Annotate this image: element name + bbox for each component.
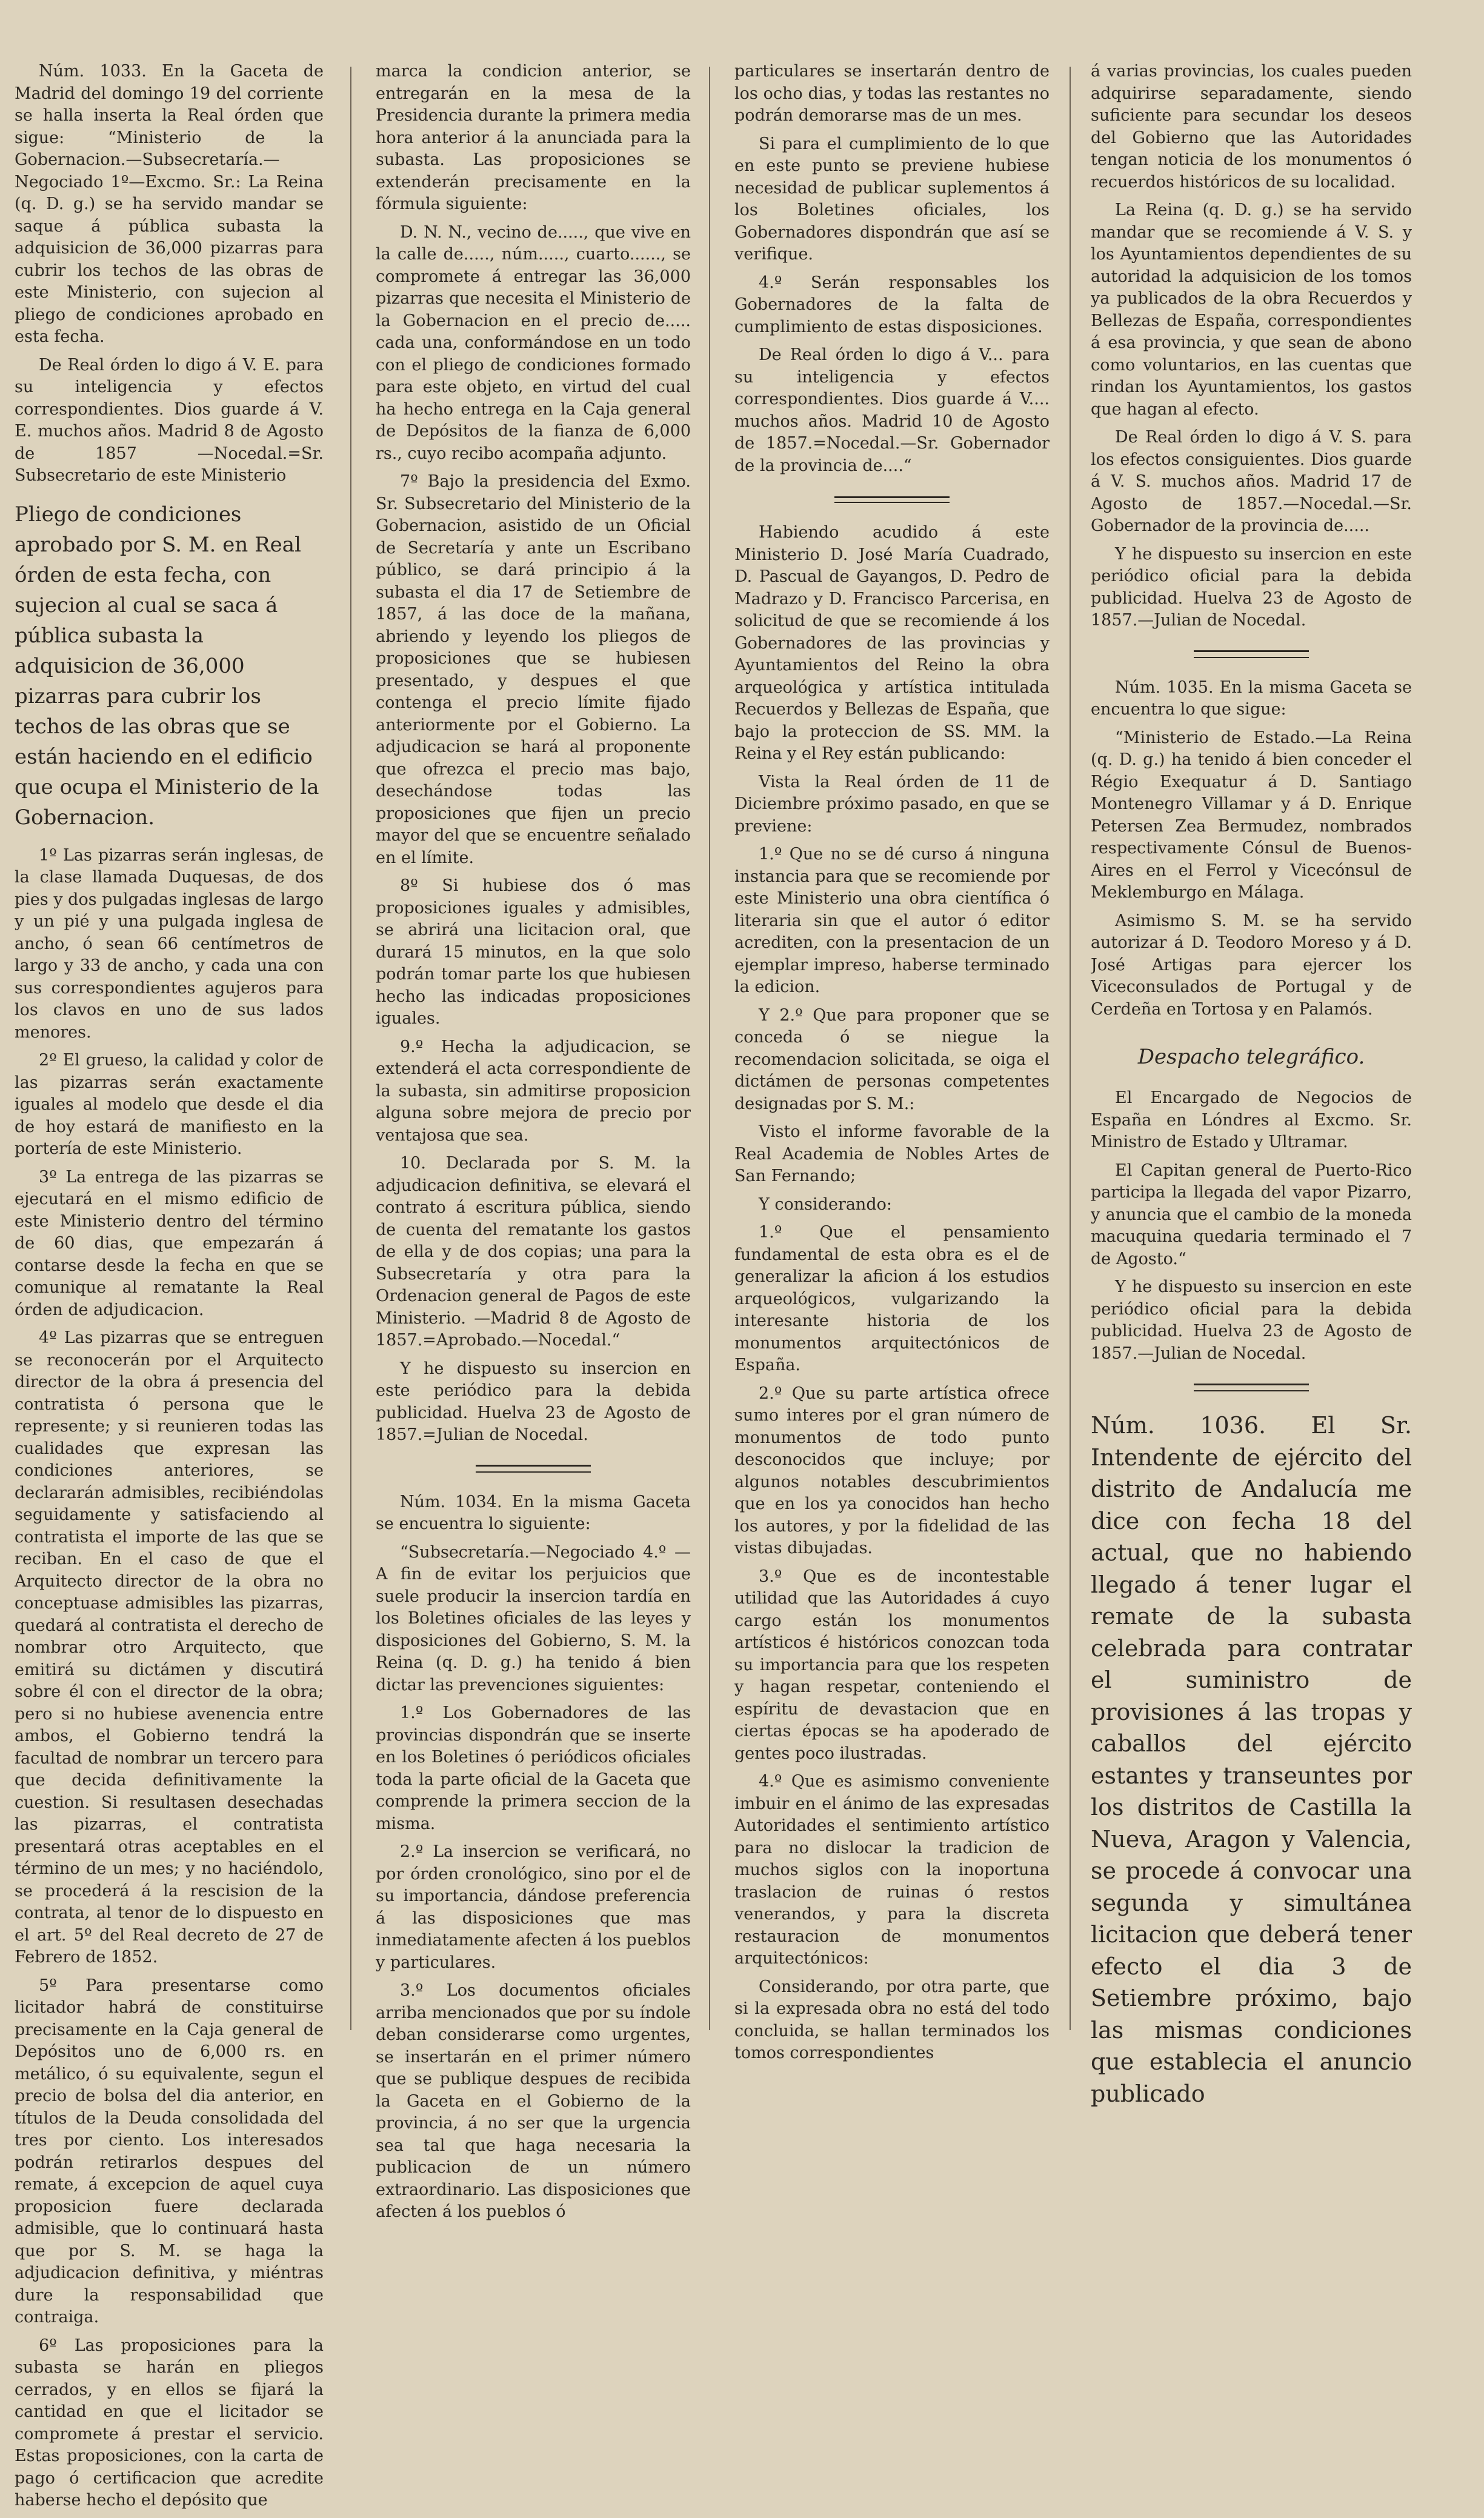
column-1 (15, 61, 324, 2518)
condition-5: 5º Para presentarse como licitador habrá de constituirse precisamente en la Caja general de Depósitos uno de 6,000 rs. en metálico, ó su equivalente, segun el precio de bolsa del dia anterior, en títulos de la Deuda consolidada del tres por ciento. Los interesados podrán retirarlos despues del remate, á excepcion de aquel cuya proposicion fuere declarada admisible, que lo continuará hasta que por S. M. se haga la adjudicacion definitiva, y miéntras dure la responsabilidad que contraiga. (15, 1976, 324, 2326)
article-1034-continued: particulares se insertarán dentro de los ocho dias, y todas las restantes no podrán demorarse mas de un mes. (734, 62, 1050, 125)
article-1034-preamble: “Subsecretaría.—Negociado 4.º —A fin de evitar los perjuicios que suele producir la insercion tardía en los Boletines oficiales de las leyes y disposiciones del Gobierno, S. M. la Reina (q. D. g.) ha tenido á bien dictar las prevenciones siguientes: (376, 1542, 691, 1694)
article-1036: Núm. 1036. El Sr. Intendente de ejército del distrito de Andalucía me dice con fecha 18 del actual, que no habiendo llegado á tener lugar el remate de la subasta celebrada para contratar el suministro de provisiones á las tropas y caballos del ejército estantes y transeuntes por los distritos de Castilla la Nueva, Aragon y Valencia, se procede á convocar una segunda y simultánea licitacion que deberá tener efecto el dia 3 de Setiembre próximo, bajo las mismas condiciones que establecia el anuncio publicado (1091, 1412, 1412, 2107)
recuerdos-point-1: 1.º Que no se dé curso á ninguna instancia para que se recomiende por este Ministerio una obra científica ó literaria sin que el autor ó editor acrediten, con la presentacion de un ejemplar impreso, haberse terminado la edicion. (734, 845, 1050, 996)
viceconsulates-notice: Asimismo S. M. se ha servido autorizar á D. Teodoro Moreso y á D. José Artigas para ejercer los Viceconsulados de Portugal y de Cerdeña en Tortosa y en Palamós. (1091, 911, 1412, 1019)
considerando-4: 4.º Que es asimismo conveniente imbuir en el ánimo de las expresadas Autoridades el sentimiento artístico para no dislocar la tradicion de muchos siglos con la inoportuna traslacion de ruinas ó restos venerandos, y para la discreta restauracion de monumentos arquitectónicos: (734, 1772, 1050, 1968)
telegraph-message: El Capitan general de Puerto-Rico participa la llegada del vapor Pizarro, y anuncia que el cambio de la moneda macuquina quedaria terminado el 7 de Agosto.“ (1091, 1161, 1412, 1268)
recuerdos-insertion: Y he dispuesto su insercion en este periódico oficial para la debida publicidad. Huelva 23 de Agosto de 1857.—Julian de Nocedal. (1091, 544, 1412, 630)
column-rule (350, 67, 351, 2030)
recuerdos-resolution: La Reina (q. D. g.) se ha servido mandar que se recomiende á V. S. y los Ayuntamientos dependientes de su autoridad la adquisicion de los tomos ya publicados de la obra Recuerdos y Bellezas de España, correspondientes á esa provincia, y que sean de abono como voluntarios, en las cuentas que rindan los Ayuntamientos, los gastos que hagan al efecto. (1091, 201, 1412, 419)
article-1034-rule-3: 3.º Los documentos oficiales arriba mencionados que por su índole deban considerarse como urgentes, se insertarán en el primer número que se publique despues de recibida la Gaceta en el Gobierno de la provincia, á no ser que la urgencia sea tal que haga necesaria la publicacion de un número extraordinario. Las disposiciones que afecten á los pueblos ó (376, 1981, 691, 2221)
insertion-note: Y he dispuesto su insercion en este periódico para la debida publicidad. Huelva 23 de Agosto de 1857.=Julian de Nocedal. (376, 1359, 691, 1444)
recuerdos-request: Habiendo acudido á este Ministerio D. José María Cuadrado, D. Pascual de Gayangos, D. Pedro de Madrazo y D. Francisco Parcerisa, en solicitud de que se recomiende á los Gobernadores de las provincias y Ayuntamientos del Reino la obra arqueológica y artística intitulada Recuerdos y Bellezas de España, que bajo la proteccion de SS. MM. la Reina y el Rey están publicando: (734, 523, 1050, 763)
recuerdos-signature: De Real órden lo digo á V. S. para los efectos consiguientes. Dios guarde á V. S. muchos años. Madrid 17 de Agosto de 1857.—Nocedal.—Sr. Gobernador de la provincia de..... (1091, 428, 1412, 535)
article-1034-rule-1: 1.º Los Gobernadores de las provincias dispondrán que se inserte en los Boletines ó periódicos oficiales toda la parte oficial de la Gaceta que comprende la primera seccion de la misma. (376, 1704, 691, 1833)
condition-7: 7º Bajo la presidencia del Exmo. Sr. Subsecretario del Ministerio de la Gobernacion, asistido de un Oficial de Secretaría y ante un Escribano público, se dará principio á la subasta el dia 17 de Setiembre de 1857, á las doce de la mañana, abriendo y leyendo los pliegos de proposiciones que se hubiesen presentado, y despues el que contenga el precio límite fijado anteriormente por el Gobierno. La adjudicacion se hará al proponente que ofrezca el precio mas bajo, desechándose todas las proposiciones que fijen un precio mayor del que se encuentre señalado en el límite. (376, 472, 691, 867)
recuerdos-continued: á varias provincias, los cuales pueden adquirirse separadamente, siendo suficiente para secundar los deseos del Gobierno que las Autoridades tengan noticia de los monumentos ó recuerdos históricos de su localidad. (1091, 62, 1412, 192)
telegraph-heading: Despacho telegráfico. (1137, 1045, 1365, 1069)
section-divider (376, 1461, 691, 1477)
section-divider (734, 491, 1050, 507)
condition-9: 9.º Hecha la adjudicacion, se extenderá el acta correspondiente de la subasta, sin admitirse proposicion alguna sobre mejora de precio por ventajosa que sea. (376, 1037, 691, 1145)
column-3 (734, 61, 1050, 2071)
article-1034-intro: Núm. 1034. En la misma Gaceta se encuentra lo siguiente: (376, 1492, 691, 1533)
considerando-final: Considerando, por otra parte, que si la expresada obra no está del todo concluida, se hallan terminados los tomos correspondientes (734, 1977, 1050, 2062)
section-divider (1091, 1379, 1412, 1395)
condition-1: 1º Las pizarras serán inglesas, de la clase llamada Duquesas, de dos pies y dos pulgadas inglesas de largo y un pié y una pulgada inglesa de ancho, ó sean 66 centímetros de largo y 33 de ancho, y cada una con sus correspondientes agujeros para los clavos en uno de sus lados menores. (15, 845, 324, 1042)
condition-4: 4º Las pizarras que se entreguen se reconocerán por el Arquitecto director de la obra á presencia del contratista ó persona que le represente; y si reunieren todas las cualidades que expresan las condiciones anteriores, se declararán admisibles, recibiéndolas seguidamente y satisfaciendo al contratista el importe de las que se reciban. En el caso de que el Arquitecto director de la obra no conceptuase admisibles las pizarras, quedará al contratista el derecho de nombrar otro Arquitecto, que emitirá su dictámen y discutirá sobre él con el director de la obra; pero si no hubiese avenencia entre ambos, el Gobierno tendrá la facultad de nombrar un tercero para que decida definitivamente la cuestion. Si resultasen desechadas las pizarras, el contratista presentará otras aceptables en el término de un mes; y no haciéndolo, se procederá á la rescision de la contrata, al tenor de lo dispuesto en el art. 5º del Real decreto de 27 de Febrero de 1852. (15, 1328, 324, 1967)
condition-6-continued: marca la condicion anterior, se entregarán en la mesa de la Presidencia durante la primera media hora anterior á la anunciada para la subasta. Las proposiciones se extenderán precisamente en la fórmula siguiente: (376, 62, 691, 213)
telegraph-insertion: Y he dispuesto su insercion en este periódico oficial para la debida publicidad. Huelva 23 de Agosto de 1857.—Julian de Nocedal. (1091, 1277, 1412, 1363)
recuerdos-vista: Vista la Real órden de 11 de Diciembre próximo pasado, en que se previene: (734, 772, 1050, 836)
royal-order-signature: De Real órden lo digo á V. E. para su inteligencia y efectos correspondientes. Dios guarde á V. E. muchos años. Madrid 8 de Agosto de 1857 —Nocedal.=Sr. Subsecretario de este Ministerio (15, 355, 324, 485)
column-rule (1070, 67, 1071, 2030)
supplements-note: Si para el cumplimiento de lo que en este punto se previene hubiese necesidad de publicar suplementos á los Boletines oficiales, los Gobernadores dispondrán que así se verifique. (734, 134, 1050, 264)
condition-10: 10. Declarada por S. M. la adjudicacion definitiva, se elevará el contrato á escritura pública, siendo de cuenta del rematante los gastos de ella y de dos copias; una para la Subsecretaría y otra para la Ordenacion general de Pagos de este Ministerio. —Madrid 8 de Agosto de 1857.=Aprobado.—Nocedal.“ (376, 1154, 691, 1350)
article-1034-rule-4: 4.º Serán responsables los Gobernadores de la falta de cumplimiento de estas disposiciones. (734, 273, 1050, 336)
column-2 (376, 61, 691, 2230)
article-1034-rule-2: 2.º La insercion se verificará, no por órden cronológico, sino por el de su importancia, dándose preferencia á las disposiciones que mas inmediatamente afecten á los pueblos y particulares. (376, 1842, 691, 1972)
recuerdos-informe: Visto el informe favorable de la Real Academia de Nobles Artes de San Fernando; (734, 1122, 1050, 1185)
telegraph-sender: El Encargado de Negocios de España en Lóndres al Excmo. Sr. Ministro de Estado y Ultramar. (1091, 1088, 1412, 1151)
considerando-2: 2.º Que su parte artística ofrece sumo interes por el gran número de monumentos de todo punto desconocidos que incluye; por algunos notables descubrimientos que en los ya conocidos han hecho los autores, y por la fidelidad de las vistas dibujadas. (734, 1384, 1050, 1557)
condition-6: 6º Las proposiciones para la subasta se harán en pliegos cerrados, y en ellos se fijará la cantidad en que el licitador se compromete á prestar el servicio. Estas proposiciones, con la carta de pago ó certificacion que acredite haberse hecho el depósito que (15, 2336, 324, 2510)
considerando-3: 3.º Que es de incontestable utilidad que las Autoridades á cuyo cargo están los monumentos artísticos é históricos conozcan toda su importancia para que los respeten y hagan respetar, conteniendo el espíritu de devastacion que en ciertas épocas se ha apoderado de gentes poco ilustradas. (734, 1567, 1050, 1763)
considerando-1: 1.º Que el pensamiento fundamental de esta obra es el de generalizar la aficion á los estudios arqueológicos, vulgarizando la interesante historia de los monumentos arquitectónicos de España. (734, 1223, 1050, 1374)
condition-8: 8º Si hubiese dos ó mas proposiciones iguales y admisibles, se abrirá una licitacion oral, que durará 15 minutos, en la que solo podrán tomar parte los que hubiesen hecho las indicadas proposiciones iguales. (376, 876, 691, 1028)
condition-2: 2º El grueso, la calidad y color de las pizarras serán exactamente iguales al modelo que desde el dia de hoy estará de manifiesto en la portería de este Ministerio. (15, 1051, 324, 1158)
article-1034-signature: De Real órden lo digo á V... para su inteligencia y efectos correspondientes. Dios guarde á V.... muchos años. Madrid 10 de Agosto de 1857.=Nocedal.—Sr. Gobernador de la provincia de....“ (734, 345, 1050, 475)
recuerdos-considerando: Y considerando: (759, 1194, 892, 1214)
section-divider (1091, 647, 1412, 662)
article-1033-intro: Núm. 1033. En la Gaceta de Madrid del domingo 19 del corriente se halla inserta la Real órden que sigue: “Ministerio de la Gobernacion.—Subsecretaría.—Negociado 1º—Excmo. Sr.: La Reina (q. D. g.) se ha servido mandar se saque á pública subasta la adquisicion de 36,000 pizarras para cubrir los techos de las obras de este Ministerio, con sujecion al pliego de condiciones aprobado en esta fecha. (15, 62, 324, 346)
column-4 (1091, 61, 1412, 2116)
proposal-formula: D. N. N., vecino de....., que vive en la calle de....., núm....., cuarto......, se compromete á entregar las 36,000 pizarras que necesita el Ministerio de la Gobernacion en el precio de..... cada una, conformándose en un todo con el pliego de condiciones formado para este objeto, en virtud del cual ha hecho entrega en la Caja general de Depósitos de la fianza de 6,000 rs., cuyo recibo acompaña adjunto. (376, 222, 691, 463)
exequatur-notice: “Ministerio de Estado.—La Reina (q. D. g.) ha tenido á bien conceder el Régio Exequatur á D. Santiago Montenegro Villamar y á D. Enrique Petersen Zea Bermudez, nombrados respectivamente Cónsul de Buenos-Aires en el Ferrol y Vicecónsul de Meklemburgo en Málaga. (1091, 728, 1412, 902)
condition-3: 3º La entrega de las pizarras se ejecutará en el mismo edificio de este Ministerio dentro del término de 60 dias, que empezarán á contarse desde la fecha en que se comunique al rematante la Real órden de adjudicacion. (15, 1167, 324, 1319)
recuerdos-point-2: Y 2.º Que para proponer que se conceda ó se niegue la recomendacion solicitada, se oiga el dictámen de personas competentes designadas por S. M.: (734, 1005, 1050, 1113)
conditions-heading: Pliego de condiciones aprobado por S. M. en Real órden de esta fecha, con sujecion al cual se saca á pública subasta la adquisicion de 36,000 pizarras para cubrir los techos de las obras que se están haciendo en el edificio que ocupa el Ministerio de la Gobernacion. (15, 502, 319, 830)
column-rule (709, 67, 710, 2030)
article-1035-intro: Núm. 1035. En la misma Gaceta se encuentra lo que sigue: (1091, 678, 1412, 719)
